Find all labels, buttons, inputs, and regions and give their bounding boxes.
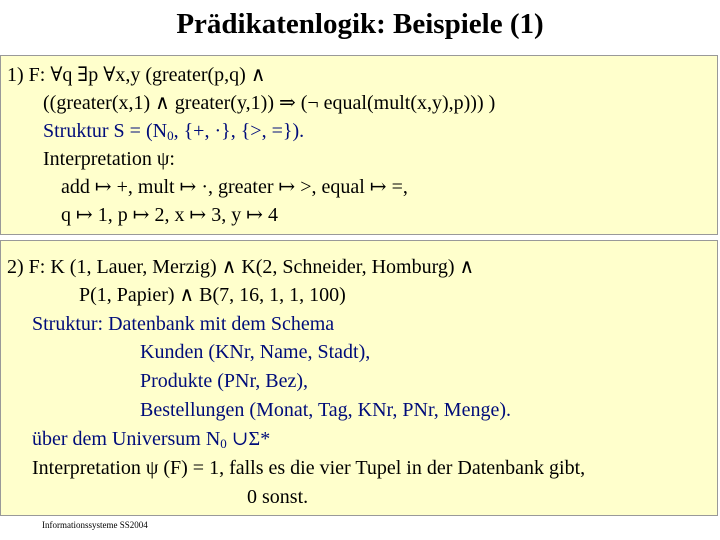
- schema-produkte: Produkte (PNr, Bez),: [140, 370, 309, 392]
- example-2-interpretation: Interpretation ψ (F) = 1, falls es die vier Tupel in der Datenbank gibt,: [32, 457, 586, 479]
- universe-text-end: ∪Σ*: [226, 428, 271, 450]
- example-1-box: [0, 55, 718, 235]
- example-2-formula-line-2: P(1, Papier) ∧ B(7, 16, 1, 1, 100): [79, 284, 346, 306]
- example-2-formula-line-1: 2) F: K (1, Lauer, Merzig) ∧ K(2, Schneider, Homburg) ∧: [7, 256, 475, 278]
- footer-course-label: Informationssysteme SS2004: [42, 520, 148, 530]
- example-2-universe: [32, 427, 270, 451]
- slide-title: Prädikatenlogik: Beispiele (1): [176, 8, 544, 40]
- example-1-structure: [43, 119, 304, 143]
- example-1-interpretation-symbols: add ↦ +, mult ↦ ·, greater ↦ >, equal ↦ =,: [61, 176, 408, 198]
- example-1-formula-line-2: ((greater(x,1) ∧ greater(y,1)) ⇒ (¬ equal(mult(x,y),p))) ): [43, 92, 496, 114]
- structure-text-end: , {+, ·}, {>, =}).: [173, 120, 305, 142]
- example-1-formula-line-1: 1) F: ∀q ∃p ∀x,y (greater(p,q) ∧: [7, 64, 266, 86]
- example-1-interpretation-variables: q ↦ 1, p ↦ 2, x ↦ 3, y ↦ 4: [61, 204, 279, 226]
- example-2-structure: Struktur: Datenbank mit dem Schema: [32, 313, 335, 335]
- universe-text: über dem Universum N: [32, 428, 221, 450]
- schema-kunden: Kunden (KNr, Name, Stadt),: [140, 341, 371, 363]
- schema-bestellungen: Bestellungen (Monat, Tag, KNr, PNr, Menge).: [140, 399, 512, 421]
- structure-text: Struktur S = (N: [43, 120, 168, 142]
- example-2-box: [0, 240, 718, 516]
- example-2-interpretation-else: 0 sonst.: [247, 486, 309, 508]
- example-1-interpretation-heading: Interpretation ψ:: [43, 148, 175, 170]
- structure-subscript: 0: [167, 128, 174, 143]
- universe-subscript: 0: [220, 436, 227, 451]
